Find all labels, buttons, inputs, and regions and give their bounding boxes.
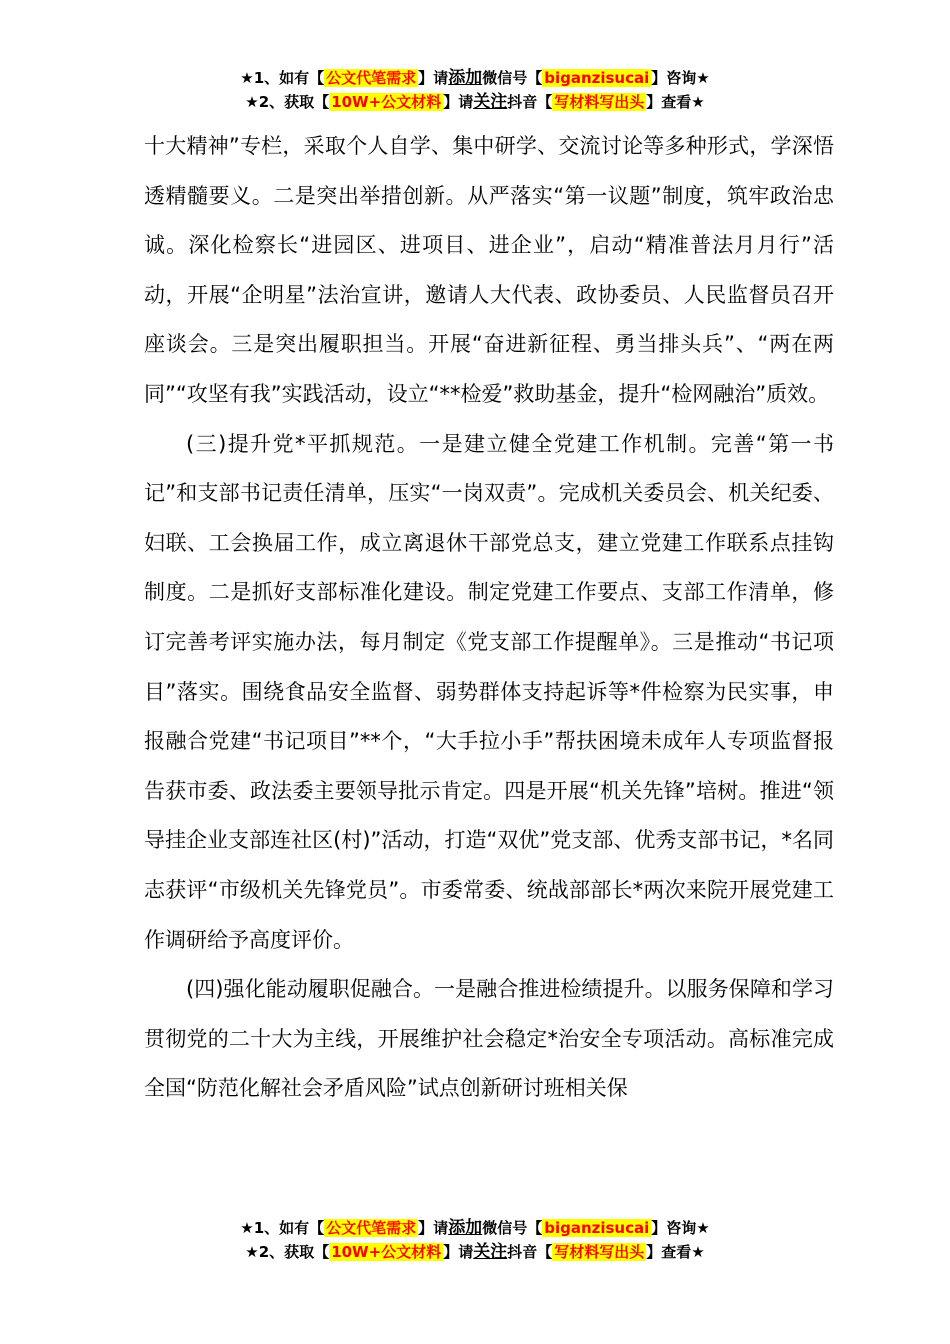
header-banner <box>0 66 950 114</box>
banner-highlight: 10W+公文材料 <box>331 93 442 111</box>
banner-text: 】咨询★ <box>651 69 710 87</box>
banner-text: 抖音【 <box>507 1243 553 1261</box>
banner-text: 】请 <box>443 1243 474 1261</box>
paragraph: (四)强化能动履职促融合。一是融合推进检绩提升。以服务保障和学习贯彻党的二十大为主线，开展维护社会稳定*治安全专项活动。高标准完成全国“防范化解社会矛盾风险”试点创新研讨班相关保 <box>144 977 834 1101</box>
banner-text: 】请 <box>443 93 474 111</box>
banner-text: ★2、获取【 <box>245 1243 330 1261</box>
banner-highlight: 公文代笔需求 <box>326 69 417 87</box>
banner-text: 微信号【 <box>482 69 543 87</box>
banner-highlight: 写材料写出头 <box>554 1243 645 1261</box>
banner-highlight: biganzisucai <box>544 1219 650 1237</box>
banner-text: ★1、如有【 <box>240 1219 325 1237</box>
banner-underlined-text: 添加 <box>448 68 483 88</box>
paragraph: 十大精神”专栏，采取个人自学、集中研学、交流讨论等多种形式，学深悟透精髓要义。二是突出举措创新。从严落实“第一议题”制度，筑牢政治忠诚。深化检察长“进园区、进项目、进企业”，启动“精准普法月月行”活动，开展“企明星”法治宣讲，邀请人大代表、政协委员、人民监督员召开座谈会。三是突出履职担当。开展“奋进新征程、勇当排头兵”、“两在两同”“攻坚有我”实践活动，设立“**检爱”救助基金，提升“检网融治”质效。 <box>144 134 834 406</box>
banner-text: ★1、如有【 <box>240 69 325 87</box>
banner-highlight: 公文代笔需求 <box>326 1219 417 1237</box>
document-body <box>144 122 834 1114</box>
footer-banner <box>0 1216 950 1264</box>
banner-highlight: 10W+公文材料 <box>331 1243 442 1261</box>
banner-text: ★2、获取【 <box>245 93 330 111</box>
banner-text: 抖音【 <box>507 93 553 111</box>
banner-underlined-text: 添加 <box>448 1218 483 1238</box>
banner-line-1 <box>0 1216 950 1240</box>
banner-text: 】咨询★ <box>651 1219 710 1237</box>
banner-line-1 <box>0 66 950 90</box>
banner-text: 】查看★ <box>646 1243 705 1261</box>
banner-text: 】请 <box>418 69 449 87</box>
banner-line-2 <box>0 90 950 114</box>
banner-text: 】请 <box>418 1219 449 1237</box>
banner-underlined-text: 关注 <box>473 92 508 112</box>
banner-highlight: biganzisucai <box>544 69 650 87</box>
banner-underlined-text: 关注 <box>473 1242 508 1262</box>
banner-highlight: 写材料写出头 <box>554 93 645 111</box>
paragraph: (三)提升党*平抓规范。一是建立健全党建工作机制。完善“第一书记”和支部书记责任清单，压实“一岗双责”。完成机关委员会、机关纪委、妇联、工会换届工作，成立离退休干部党总支，建立党建工作联系点挂钩制度。二是抓好支部标准化建设。制定党建工作要点、支部工作清单，修订完善考评实施办法，每月制定《党支部工作提醒单》。三是推动“书记项目”落实。围绕食品安全监督、弱势群体支持起诉等*件检察为民实事，申报融合党建“书记项目”**个，“大手拉小手”帮扶困境未成年人专项监督报告获市委、政法委主要领导批示肯定。四是开展“机关先锋”培树。推进“领导挂企业支部连社区(村)”活动，打造“双优”党支部、优秀支部书记，*名同志获评“市级机关先锋党员”。市委常委、统战部部长*两次来院开展党建工作调研给予高度评价。 <box>144 431 834 952</box>
banner-text: 微信号【 <box>482 1219 543 1237</box>
banner-line-2 <box>0 1240 950 1264</box>
banner-text: 】查看★ <box>646 93 705 111</box>
